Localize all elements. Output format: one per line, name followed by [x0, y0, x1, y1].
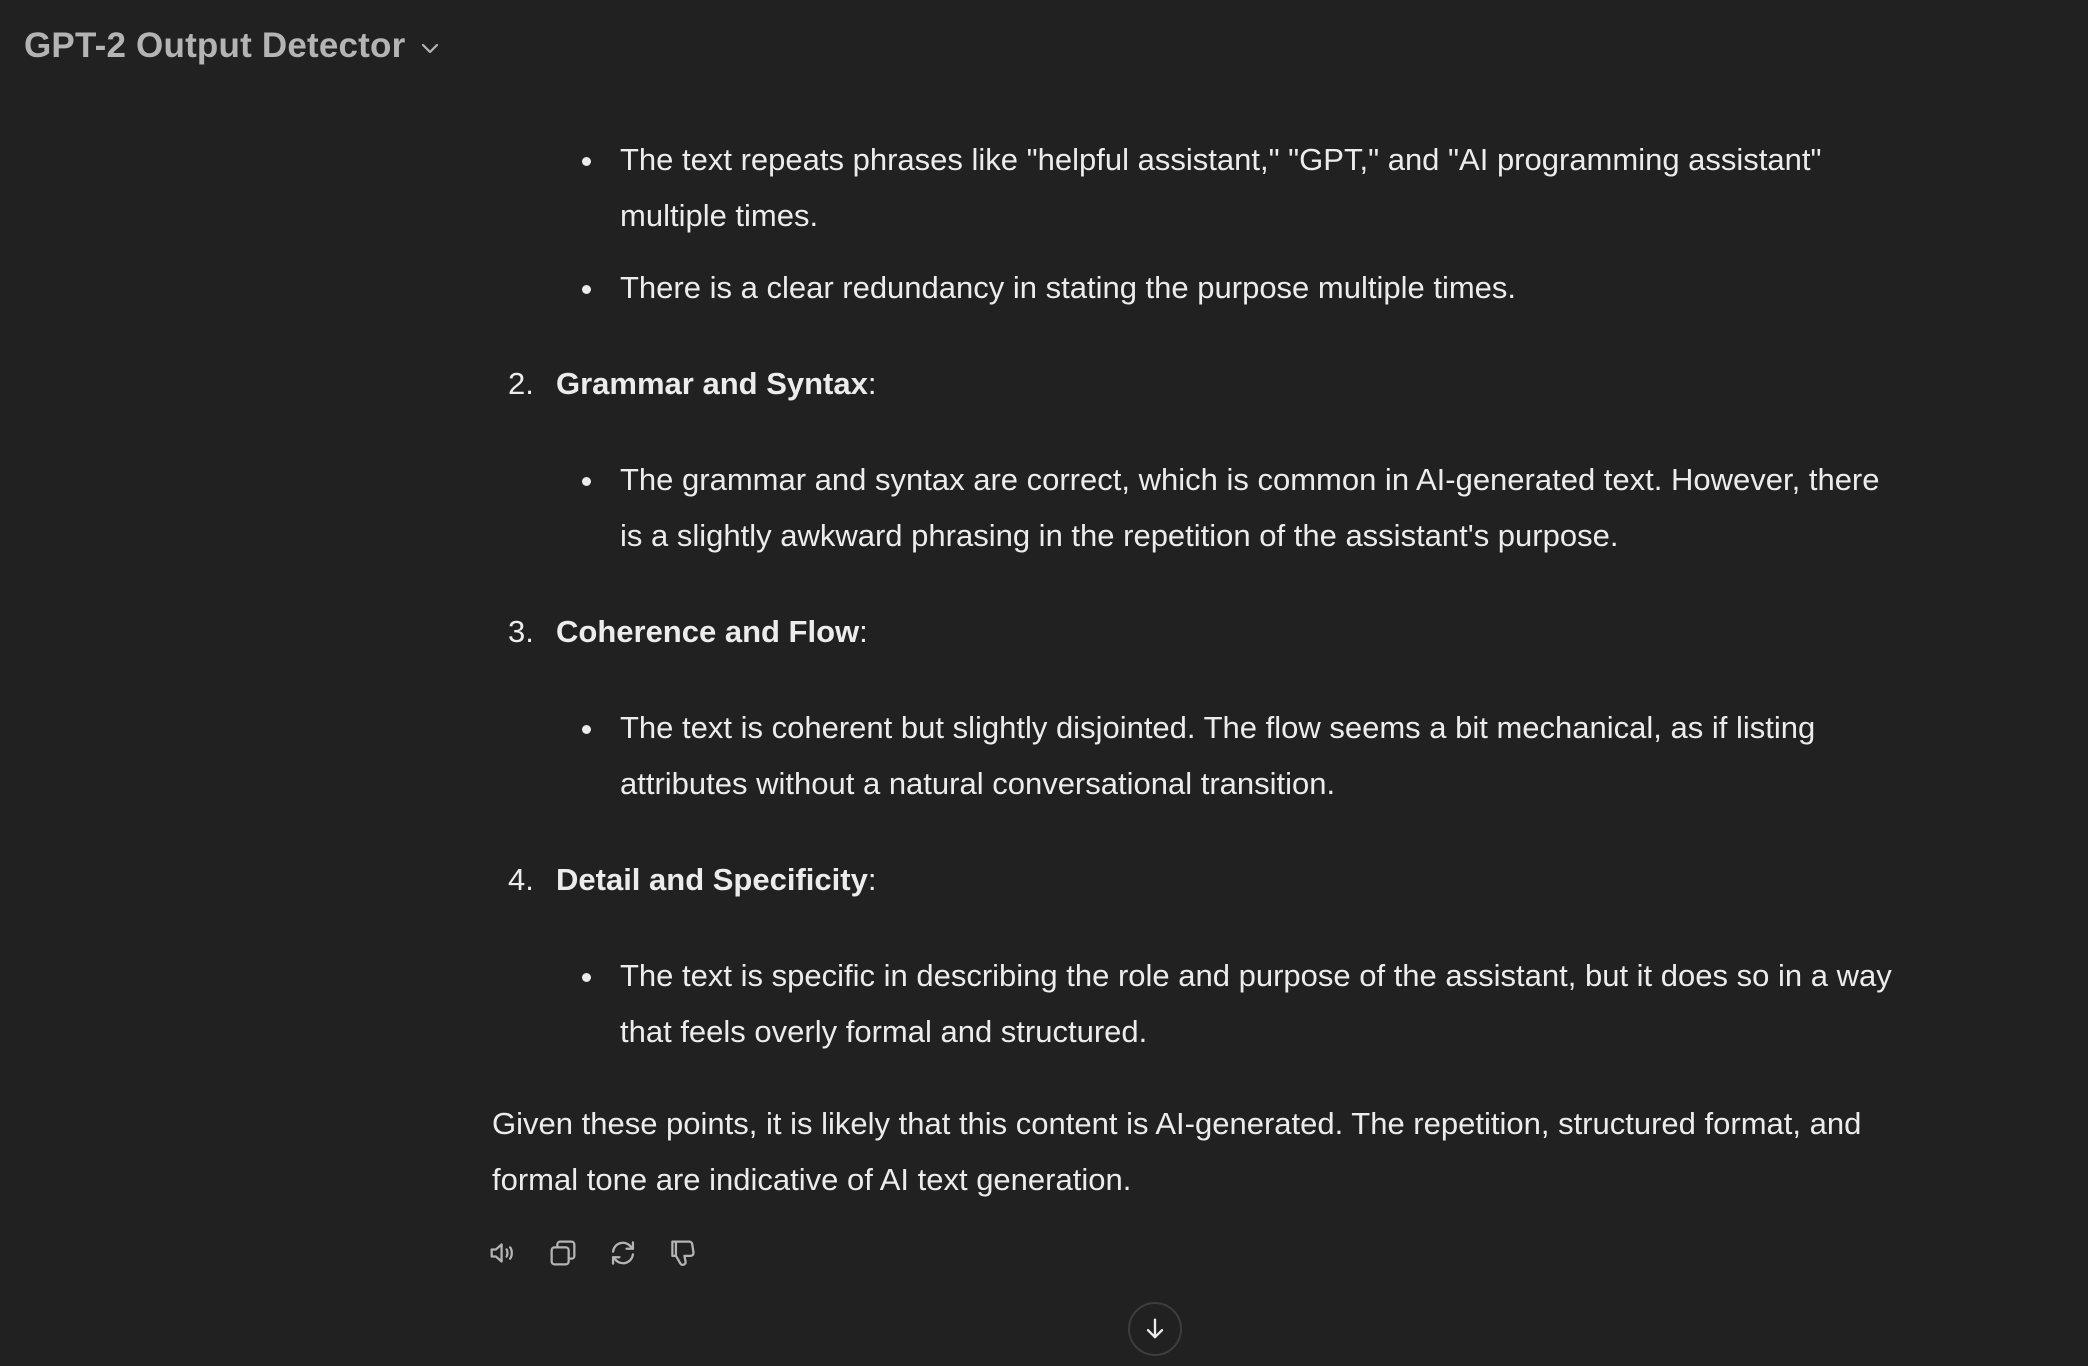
- bullet-list: [492, 700, 1902, 812]
- scroll-to-bottom-button[interactable]: [1128, 1302, 1182, 1356]
- list-item: The grammar and syntax are correct, which is common in AI-generated text. However, there is a slightly awkward phrasing in the repetition of the assistant's purpose.: [620, 452, 1902, 564]
- section-title: Coherence and Flow: [556, 614, 860, 649]
- model-title: GPT-2 Output Detector: [24, 26, 406, 65]
- list-item: The text is coherent but slightly disjointed. The flow seems a bit mechanical, as if listing attributes without a natural conversational transition.: [620, 700, 1902, 812]
- thumbs-down-icon: [666, 1236, 700, 1270]
- list-item: The text is specific in describing the role and purpose of the assistant, but it does so in a way that feels overly formal and structured.: [620, 948, 1902, 1060]
- chevron-down-icon: [417, 35, 443, 61]
- bullet-list: [492, 452, 1902, 564]
- bad-response-button[interactable]: [664, 1234, 702, 1272]
- copy-icon: [546, 1236, 580, 1270]
- speaker-icon: [486, 1236, 520, 1270]
- message-actions: [484, 1234, 702, 1272]
- section-heading: [492, 852, 1902, 908]
- list-item: The text repeats phrases like "helpful assistant," "GPT," and "AI programming assistant" multiple times.: [620, 132, 1902, 244]
- arrow-down-icon: [1141, 1315, 1169, 1343]
- list-item: There is a clear redundancy in stating the purpose multiple times.: [620, 260, 1902, 316]
- model-selector[interactable]: [24, 20, 443, 72]
- copy-button[interactable]: [544, 1234, 582, 1272]
- section-heading: [492, 604, 1902, 660]
- section-heading: [492, 356, 1902, 412]
- regenerate-button[interactable]: [604, 1234, 642, 1272]
- bullet-list: [492, 132, 1902, 316]
- conclusion-paragraph: Given these points, it is likely that this content is AI-generated. The repetition, structured format, and formal tone are indicative of AI text generation.: [492, 1106, 1862, 1197]
- regenerate-icon: [606, 1236, 640, 1270]
- section-title: Grammar and Syntax: [556, 366, 868, 401]
- section-number: 4.: [508, 862, 534, 897]
- section-title: Detail and Specificity: [556, 862, 868, 897]
- section-grammar: [492, 356, 1902, 564]
- section-detail: [492, 852, 1902, 1060]
- section-colon: :: [859, 614, 868, 649]
- section-colon: :: [867, 862, 877, 897]
- section-coherence: [492, 604, 1902, 812]
- bullet-list: [492, 948, 1902, 1060]
- section-number: 3.: [508, 614, 534, 649]
- assistant-message: [492, 132, 1902, 1208]
- section-number: 2.: [508, 366, 534, 401]
- read-aloud-button[interactable]: [484, 1234, 522, 1272]
- section-colon: :: [867, 366, 877, 401]
